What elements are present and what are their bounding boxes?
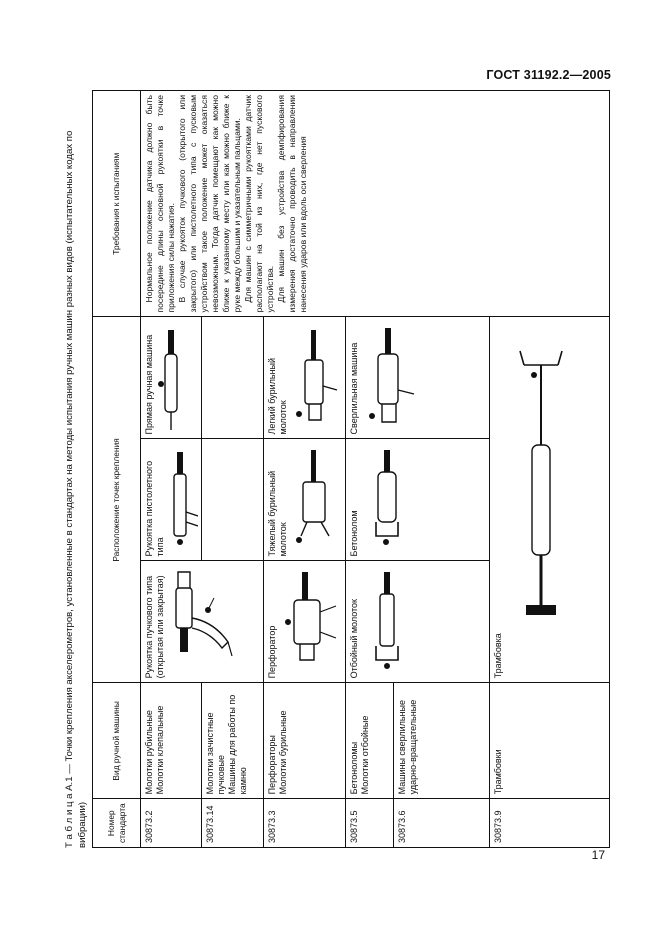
accelerometer-table: [92, 90, 610, 848]
row-kind: [141, 683, 202, 799]
row-number: 30873.5: [345, 799, 393, 848]
kind-line: Молотки отбойные: [359, 715, 370, 795]
row-kind: [393, 683, 489, 799]
row-number: 30873.9: [489, 799, 609, 848]
tool-cell-heavy-drill: [263, 439, 345, 561]
tool-cell-straight: [141, 317, 202, 439]
drilling-machine-tool-illustration: [362, 322, 416, 434]
requirement-paragraph: Нормальное положение датчика должно быть посередине длины основной рукоятки в точке приложения силы нажатия.: [144, 95, 176, 313]
tool-cell-drilling-machine: [345, 317, 489, 439]
empty-cell: [201, 439, 263, 561]
rotated-table-area: [63, 90, 593, 848]
row-kind: [263, 683, 345, 799]
tool-label: Легкий бурильный молоток: [266, 357, 288, 435]
kind-line: Перфораторы: [266, 735, 277, 795]
col-header-requirements: Требования к испытаниям: [93, 91, 141, 318]
requirements-cell: [141, 91, 610, 318]
kind-line: Машины сверлильные ударно-вращательные: [396, 699, 418, 795]
tool-label: Тяжелый бурильный молоток: [266, 470, 288, 557]
kind-line: Молотки рубильные: [144, 710, 154, 795]
row-number: 30873.2: [141, 799, 202, 848]
kind-line: Трамбовки: [492, 749, 503, 795]
tool-label: Перфоратор: [266, 625, 277, 679]
tool-cell-perforator: [263, 561, 345, 683]
row-number: 30873.14: [201, 799, 263, 848]
tool-label: Рукоятка пучкового типа (открытая или закрытая): [144, 575, 165, 679]
breaker-hammer-tool-illustration: [362, 566, 412, 678]
requirement-paragraph: Для машин без устройства демпфирования измерения достаточно проводить в направлении нанесения ударов или вдоль оси сверления: [276, 95, 308, 313]
tool-cell-bunch-handle: [141, 561, 264, 683]
heavy-drill-tool-illustration: [291, 444, 341, 556]
row-kind: [201, 683, 263, 799]
tool-label: Прямая ручная машина: [144, 334, 154, 435]
tool-cell-pistol-handle: [141, 439, 202, 561]
row-kind: [345, 683, 393, 799]
pistol-handle-tool-illustration: [168, 444, 198, 556]
tool-label: Рукоятка пистолетного типа: [144, 460, 165, 557]
tool-cell-rammer: [489, 317, 609, 683]
perforator-tool-illustration: [280, 566, 340, 678]
tool-cell-breaker-hammer: [345, 561, 489, 683]
col-header-number: Номер стандарта: [93, 799, 141, 848]
tool-label: Бетонолом: [348, 510, 359, 557]
concrete-breaker-tool-illustration: [362, 444, 412, 556]
light-drill-tool-illustration: [291, 322, 341, 434]
tool-cell-light-drill: [263, 317, 345, 439]
row-number: 30873.3: [263, 799, 345, 848]
col-header-kind: Вид ручной машины: [93, 683, 141, 799]
col-header-location: Расположение точек крепления: [93, 317, 141, 683]
rammer-tool-illustration: [506, 335, 576, 665]
page-number: 17: [591, 848, 605, 862]
kind-line: Машины для работы по камню: [226, 694, 248, 795]
straight-tool-illustration: [157, 322, 187, 434]
kind-line: Бетоноломы: [348, 741, 359, 795]
tool-cell-concrete-breaker: [345, 439, 489, 561]
bunch-handle-tool-illustration: [168, 566, 240, 678]
requirement-paragraph: В случае рукояток пучкового (открытого или закрытого) или пистолетного типа с пусковым устройством такое положение может оказаться невозможным. Тогда датчик помещают как можно ближе к указанному месту или как можно ближе к руке между большим и указательным пальцами.: [177, 95, 242, 313]
kind-line: Молотки бурильные: [277, 710, 288, 795]
row-kind: [489, 683, 609, 799]
empty-cell: [201, 317, 263, 439]
kind-line: Молотки зачистные пучковые: [204, 712, 226, 795]
table-caption: Т а б л и ц а А.1 — Точки крепления акселерометров, установленные в стандартах на методы испытания ручных машин разных видов (испытательных кодах по вибрации): [64, 130, 88, 848]
row-number: 30873.6: [393, 799, 489, 848]
kind-line: Молотки клепальные: [154, 705, 165, 795]
tool-label: Трамбовка: [492, 633, 503, 679]
tool-label: Отбойный молоток: [348, 599, 359, 679]
tool-label: Сверлильная машина: [348, 342, 359, 435]
requirement-paragraph: Для машин с симметричными рукоятками датчик располагают на той из них, где нет пускового устройства.: [243, 95, 275, 313]
document-header: ГОСТ 31192.2—2005: [486, 68, 611, 82]
